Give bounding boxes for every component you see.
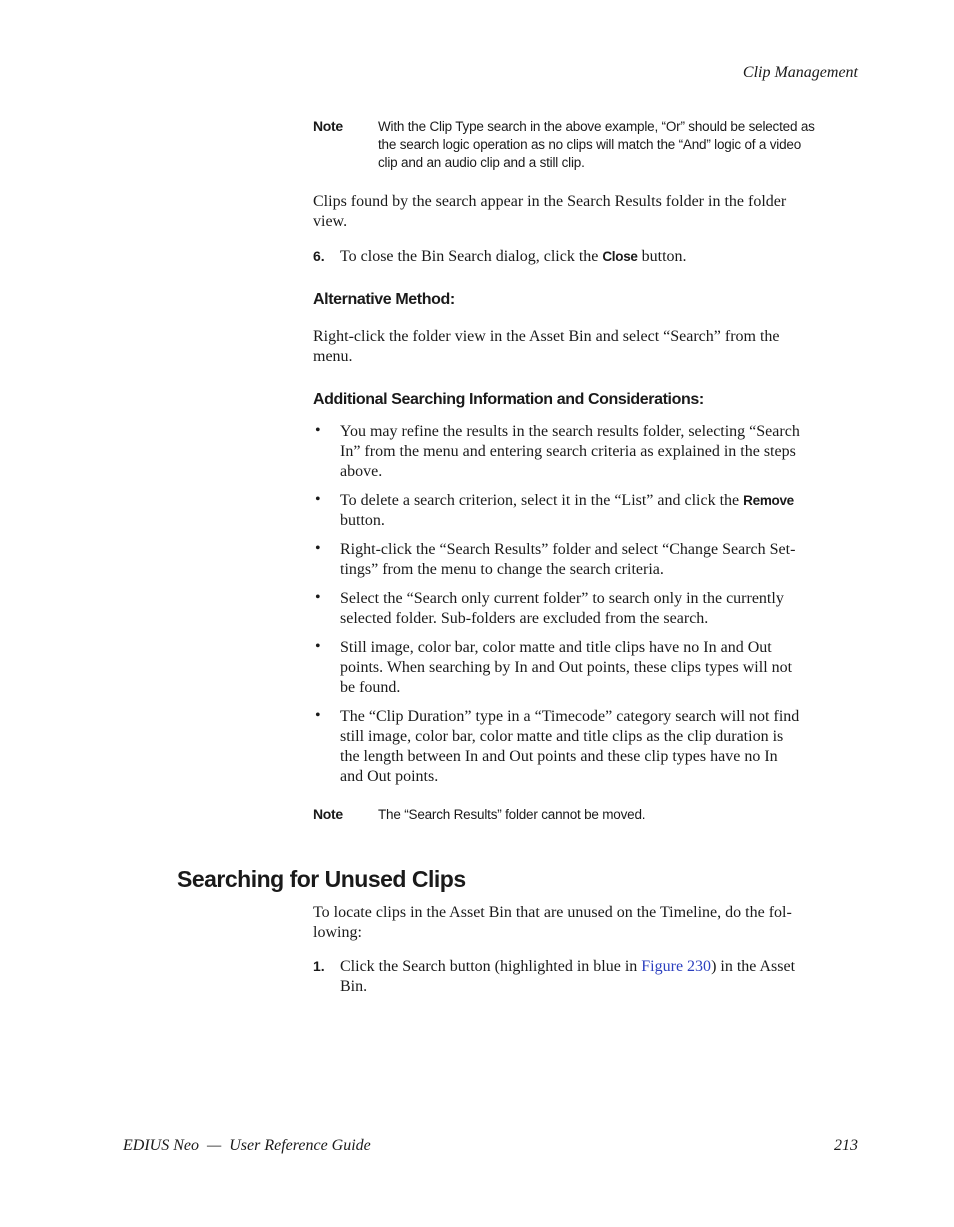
step-number: 6.	[313, 248, 325, 264]
paragraph-line: To locate clips in the Asset Bin that are unused on the Timeline, do the fol-	[313, 904, 792, 921]
step-text-after: ) in the Asset	[711, 958, 796, 975]
page-number: 213	[834, 1137, 858, 1154]
bullet-item	[340, 422, 860, 482]
bullet-marker: •	[315, 422, 321, 439]
section-title: Searching for Unused Clips	[177, 866, 466, 892]
bullet-marker: •	[315, 491, 321, 508]
paragraph-line: Right-click the folder view in the Asset Bin and select “Search” from the	[313, 328, 780, 345]
note-label: Note	[313, 806, 343, 822]
close-button-reference: Close	[602, 249, 638, 264]
bullet-marker: •	[315, 540, 321, 557]
bullet-line: Still image, color bar, color matte and title clips have no In and Out	[340, 639, 772, 656]
step-text-before: Click the Search button (highlighted in blue in	[340, 958, 642, 975]
footer-guide-title: EDIUS Neo — User Reference Guide	[123, 1137, 371, 1154]
bullet-line: Right-click the “Search Results” folder and select “Change Search Set-	[340, 541, 796, 558]
bullet-marker: •	[315, 589, 321, 606]
bullet-line: selected folder. Sub-folders are excluded from the search.	[340, 610, 709, 627]
bullet-item	[340, 707, 860, 787]
bullet-marker: •	[315, 707, 321, 724]
bullet-item	[340, 491, 860, 531]
bullet-line: above.	[340, 463, 383, 480]
step-number: 1.	[313, 958, 325, 974]
bullet-line: In” from the menu and entering search criteria as explained in the steps	[340, 443, 796, 460]
step-line	[340, 957, 860, 977]
note-label: Note	[313, 118, 343, 134]
step-text	[340, 957, 860, 997]
bullet-line: points. When searching by In and Out points, these clips types will not	[340, 659, 793, 676]
bullet-line: still image, color bar, color matte and title clips as the clip duration is	[340, 728, 784, 745]
step-text-before: To close the Bin Search dialog, click the	[340, 248, 603, 265]
bullet-line: button.	[340, 512, 385, 529]
paragraph-line: menu.	[313, 348, 353, 365]
bullet-text-before: To delete a search criterion, select it in the “List” and click the	[340, 492, 744, 509]
alternative-method-heading: Alternative Method:	[313, 291, 455, 308]
bullet-line: tings” from the menu to change the search criteria.	[340, 561, 664, 578]
note-text	[378, 118, 848, 172]
bullet-item	[340, 589, 860, 629]
bullet-line: The “Clip Duration” type in a “Timecode” category search will not find	[340, 708, 800, 725]
bullet-line: the length between In and Out points and these clip types have no In	[340, 748, 778, 765]
remove-button-reference: Remove	[743, 493, 794, 508]
bullet-line: You may refine the results in the search results folder, selecting “Search	[340, 423, 800, 440]
additional-info-heading: Additional Searching Information and Considerations:	[313, 391, 704, 408]
bullet-line: and Out points.	[340, 768, 439, 785]
running-header: Clip Management	[742, 64, 858, 81]
step-text	[340, 247, 860, 267]
paragraph-line: view.	[313, 213, 348, 230]
step-line: Bin.	[340, 978, 368, 995]
section-intro	[313, 903, 859, 943]
bullet-line: be found.	[340, 679, 401, 696]
note-text: The “Search Results” folder cannot be moved.	[378, 807, 646, 822]
alternative-method-text	[313, 327, 859, 367]
note-line: the search logic operation as no clips will match the “And” logic of a video	[378, 137, 802, 152]
figure-230-link[interactable]: Figure 230	[641, 958, 712, 975]
bullet-line: Select the “Search only current folder” to search only in the currently	[340, 590, 784, 607]
bullet-line	[340, 491, 860, 511]
paragraph-line: Clips found by the search appear in the Search Results folder in the folder	[313, 193, 787, 210]
step-text-after: button.	[637, 248, 687, 265]
paragraph-search-results	[313, 192, 859, 232]
bullet-item	[340, 638, 860, 698]
paragraph-line: lowing:	[313, 924, 362, 941]
bullet-item	[340, 540, 860, 580]
note-line: clip and an audio clip and a still clip.	[378, 155, 585, 170]
note-line: With the Clip Type search in the above example, “Or” should be selected as	[378, 119, 815, 134]
bullet-marker: •	[315, 638, 321, 655]
